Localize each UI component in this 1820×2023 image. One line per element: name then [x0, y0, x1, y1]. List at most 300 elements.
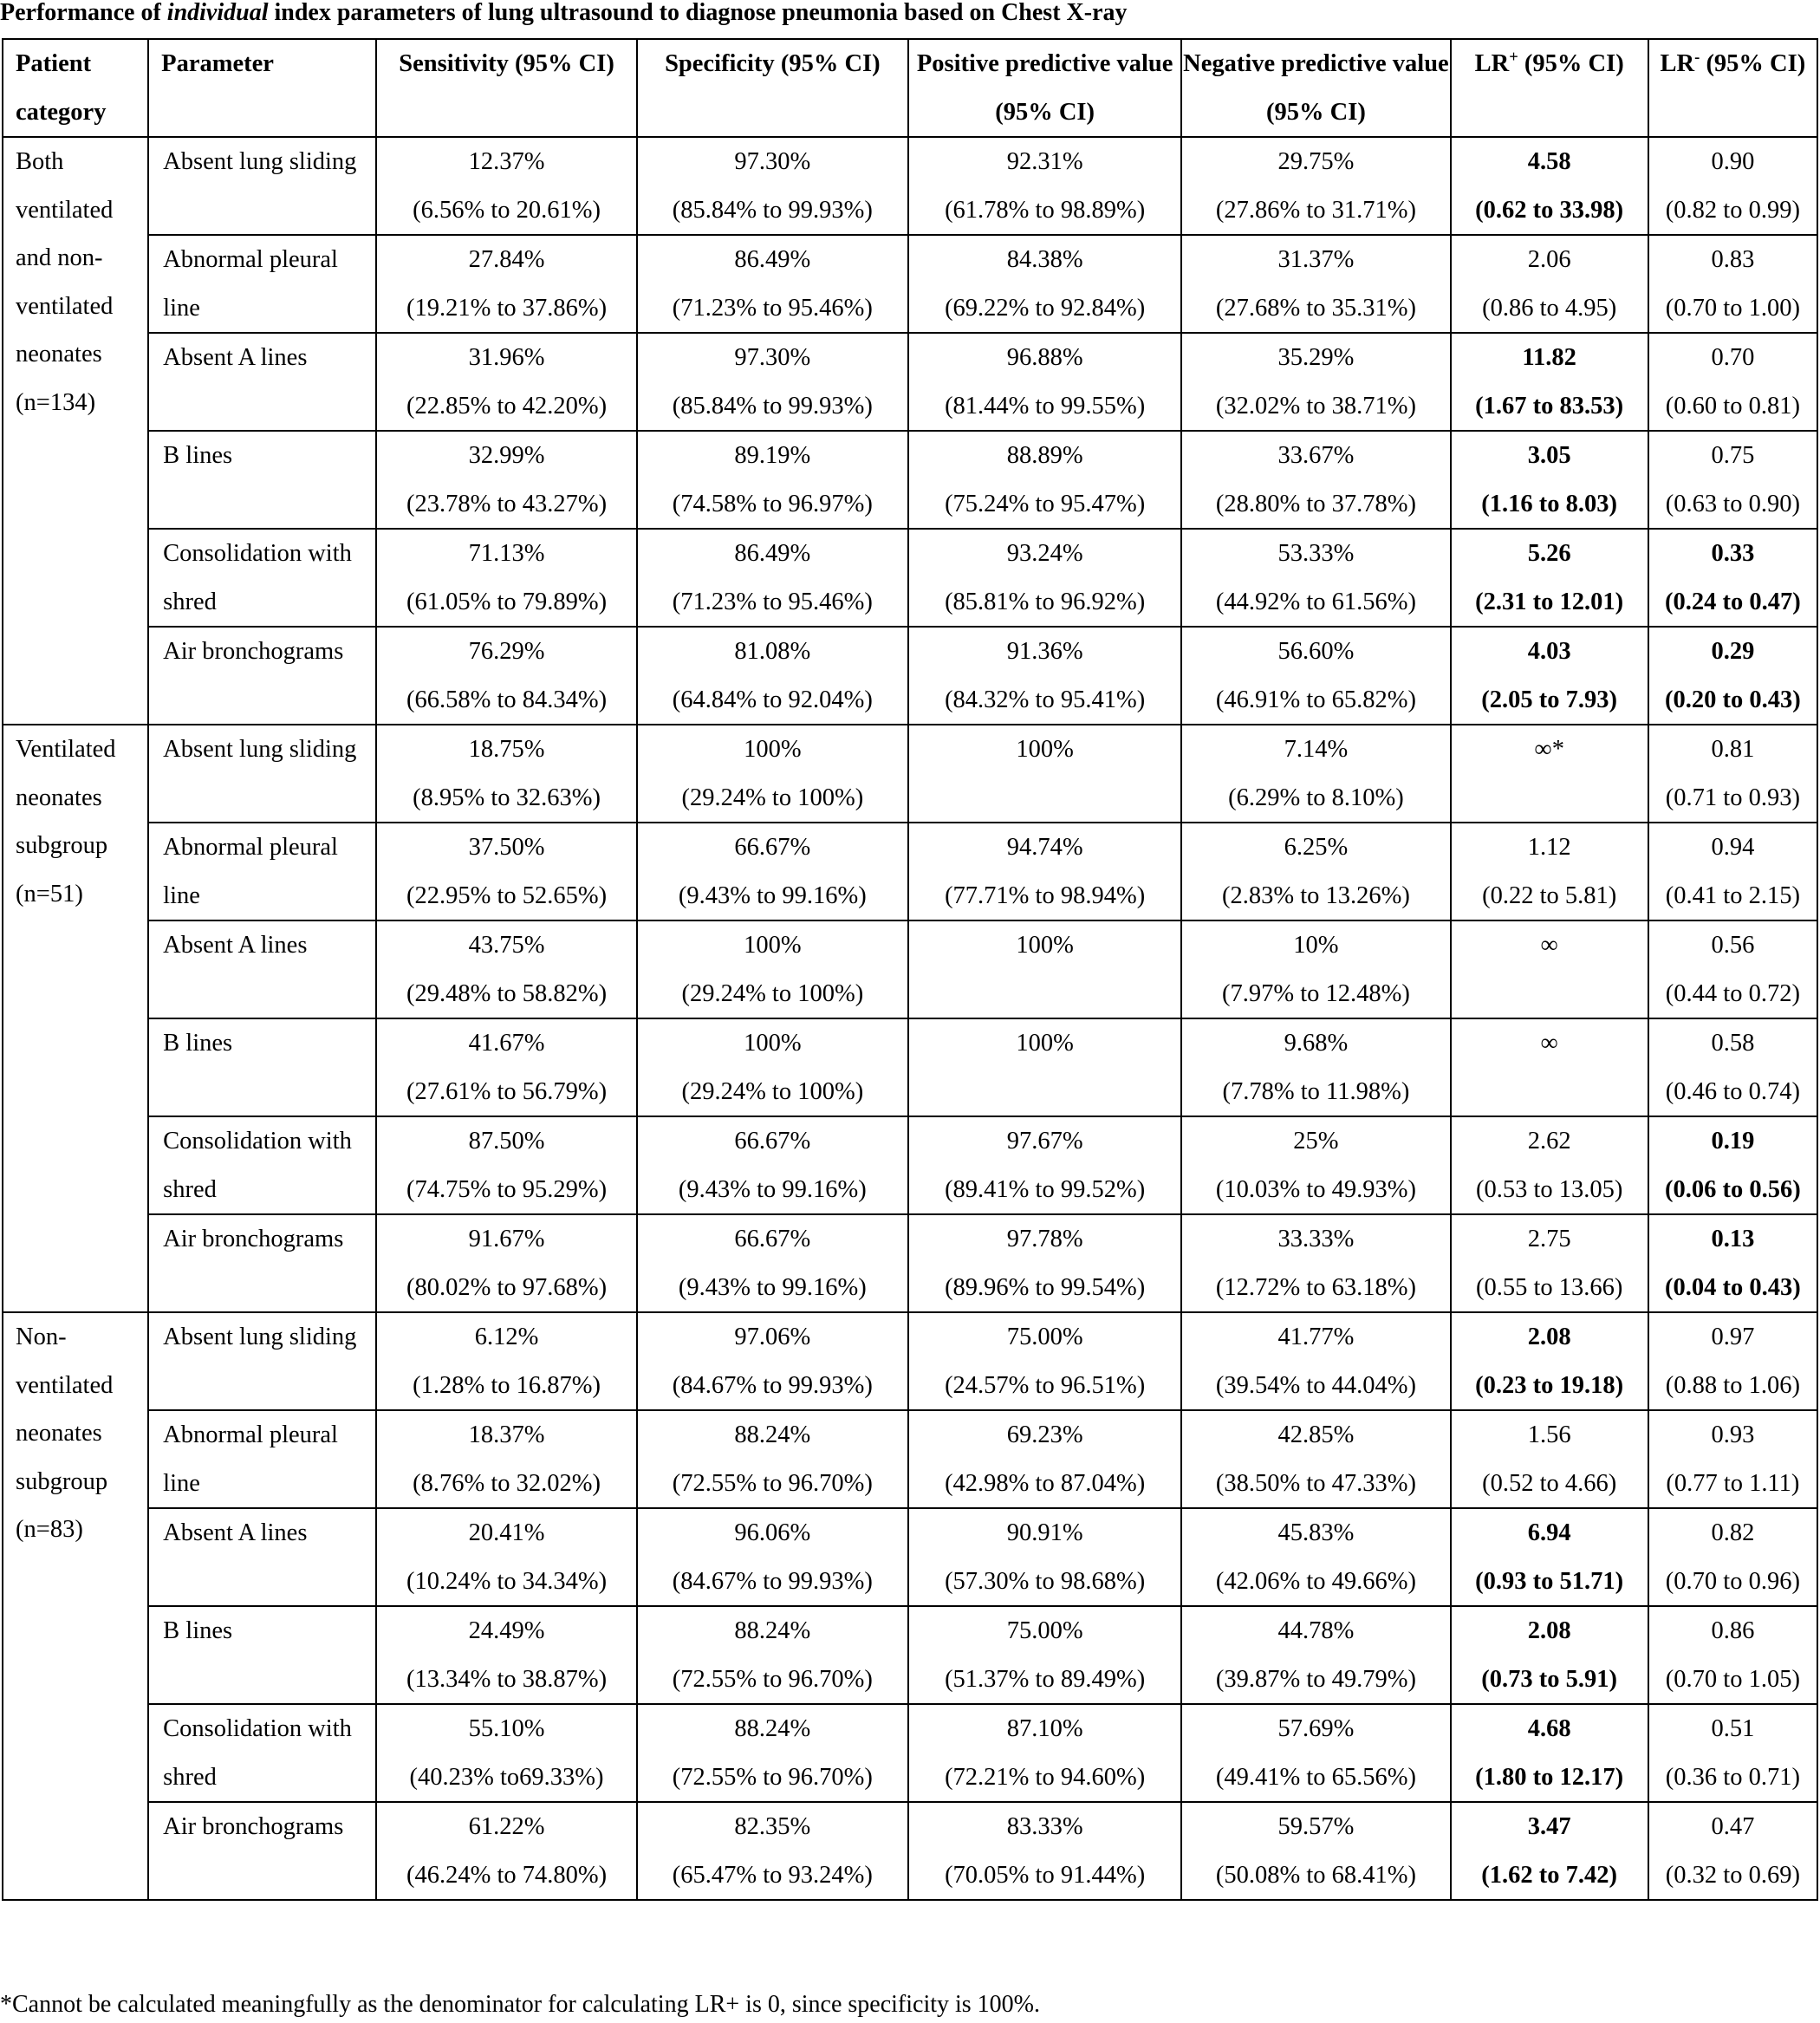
header-patient-category: Patient category	[3, 39, 148, 137]
header-lr-minus-base: LR	[1660, 50, 1695, 77]
table-row	[3, 823, 1817, 920]
ci-text: (75.24% to 95.47%)	[945, 490, 1146, 517]
ci-text: (72.55% to 96.70%)	[672, 1763, 873, 1791]
value-text: 0.97	[1711, 1324, 1755, 1350]
parameter-cell: Absent lung sliding	[148, 725, 376, 823]
npv-cell	[1181, 1508, 1450, 1606]
lr-plus-cell	[1451, 333, 1648, 431]
value-text: 18.75%	[468, 736, 545, 763]
value-text: 33.67%	[1277, 442, 1355, 469]
sensitivity-cell	[376, 137, 636, 235]
lr-plus-cell	[1451, 1214, 1648, 1312]
value-text: 83.33%	[1006, 1813, 1083, 1840]
ppv-cell	[908, 920, 1181, 1018]
patient-category-cell: Both ventilated and non-ventilated neonates (n=134)	[3, 137, 148, 725]
value-text: 0.94	[1711, 834, 1755, 861]
ci-text: (22.85% to 42.20%)	[406, 392, 608, 420]
npv-cell	[1181, 1606, 1450, 1704]
value-text: 88.24%	[734, 1715, 811, 1742]
table-row	[3, 1704, 1817, 1802]
value-text: 100%	[1016, 932, 1074, 959]
npv-cell	[1181, 627, 1450, 725]
ci-text: (32.02% to 38.71%)	[1215, 392, 1416, 420]
value-text: 31.96%	[468, 344, 545, 371]
value-text: 88.89%	[1006, 442, 1083, 469]
ci-text: (72.55% to 96.70%)	[672, 1469, 873, 1497]
npv-cell	[1181, 920, 1450, 1018]
ci-text: (6.29% to 8.10%)	[1228, 784, 1404, 811]
value-text: 55.10%	[468, 1715, 545, 1742]
ci-text: (0.53 to 13.05)	[1475, 1175, 1623, 1203]
lr-minus-cell	[1648, 1214, 1817, 1312]
value-text: 18.37%	[468, 1421, 545, 1448]
parameter-cell: Air bronchograms	[148, 1802, 376, 1900]
title-italic: individual	[166, 0, 269, 26]
lr-minus-cell	[1648, 1410, 1817, 1508]
value-text: 97.30%	[734, 344, 811, 371]
table-title	[0, 0, 1820, 35]
value-text: 86.49%	[734, 246, 811, 273]
header-lr-minus	[1648, 39, 1817, 137]
parameter-cell: B lines	[148, 431, 376, 529]
ci-text: (74.75% to 95.29%)	[406, 1175, 608, 1203]
value-text: 0.51	[1711, 1715, 1755, 1742]
ci-text: (0.55 to 13.66)	[1475, 1273, 1623, 1301]
value-text: 6.25%	[1284, 834, 1349, 861]
value-text: 27.84%	[468, 246, 545, 273]
lr-plus-cell	[1451, 920, 1648, 1018]
ci-text: (66.58% to 84.34%)	[406, 686, 608, 713]
lr-minus-cell	[1648, 1312, 1817, 1410]
lr-plus-cell	[1451, 1606, 1648, 1704]
ci-text: (65.47% to 93.24%)	[672, 1861, 873, 1889]
value-text: 0.13	[1711, 1226, 1755, 1252]
ci-text: (80.02% to 97.68%)	[406, 1273, 608, 1301]
ci-text: (1.67 to 83.53)	[1475, 392, 1624, 420]
npv-cell	[1181, 235, 1450, 333]
ci-text: (0.77 to 1.11)	[1666, 1469, 1800, 1497]
specificity-cell	[637, 823, 908, 920]
value-text: 1.56	[1527, 1421, 1571, 1448]
table-row	[3, 137, 1817, 235]
ci-text: (64.84% to 92.04%)	[672, 686, 873, 713]
value-text: 29.75%	[1277, 148, 1355, 175]
header-lr-plus-ci: (95% CI)	[1518, 50, 1624, 77]
value-text: 33.33%	[1277, 1226, 1355, 1252]
value-text: 75.00%	[1006, 1617, 1083, 1644]
value-text: 100%	[1016, 736, 1074, 763]
ci-text: (0.70 to 1.05)	[1665, 1665, 1800, 1693]
sensitivity-cell	[376, 1312, 636, 1410]
value-text: 6.12%	[474, 1324, 539, 1350]
specificity-cell	[637, 1802, 908, 1900]
value-text: 71.13%	[468, 540, 545, 567]
ci-text: (81.44% to 99.55%)	[945, 392, 1146, 420]
table-row	[3, 725, 1817, 823]
npv-cell	[1181, 1018, 1450, 1116]
value-text: 88.24%	[734, 1617, 811, 1644]
ci-text: (0.73 to 5.91)	[1481, 1665, 1618, 1693]
lr-plus-cell	[1451, 137, 1648, 235]
npv-cell	[1181, 1214, 1450, 1312]
header-lr-minus-ci: (95% CI)	[1700, 50, 1806, 77]
ppv-cell	[908, 1802, 1181, 1900]
ci-text: (13.34% to 38.87%)	[406, 1665, 608, 1693]
lr-minus-cell	[1648, 235, 1817, 333]
npv-cell	[1181, 333, 1450, 431]
header-ppv: Positive predictive value (95% CI)	[908, 39, 1181, 137]
value-text: 84.38%	[1006, 246, 1083, 273]
lr-minus-cell	[1648, 1116, 1817, 1214]
npv-cell	[1181, 431, 1450, 529]
specificity-cell	[637, 725, 908, 823]
ci-text: (0.70 to 1.00)	[1665, 294, 1800, 322]
value-text: 2.62	[1527, 1128, 1571, 1155]
table-row	[3, 627, 1817, 725]
lr-minus-cell	[1648, 1018, 1817, 1116]
ci-text: (0.82 to 0.99)	[1665, 196, 1800, 224]
value-text: ∞	[1540, 932, 1558, 959]
table-row	[3, 1802, 1817, 1900]
header-parameter: Parameter	[148, 39, 376, 137]
value-text: 11.82	[1522, 344, 1576, 371]
value-text: 45.83%	[1277, 1519, 1355, 1546]
value-text: 10%	[1293, 932, 1339, 959]
table-row	[3, 1312, 1817, 1410]
specificity-cell	[637, 1704, 908, 1802]
npv-cell	[1181, 529, 1450, 627]
ci-text: (0.04 to 0.43)	[1665, 1273, 1801, 1301]
table-row	[3, 1410, 1817, 1508]
value-text: 86.49%	[734, 540, 811, 567]
ci-text: (89.96% to 99.54%)	[945, 1273, 1146, 1301]
value-text: 0.82	[1711, 1519, 1755, 1546]
ci-text: (74.58% to 96.97%)	[672, 490, 873, 517]
value-text: 24.49%	[468, 1617, 545, 1644]
table-row	[3, 1116, 1817, 1214]
specificity-cell	[637, 235, 908, 333]
lr-minus-cell	[1648, 627, 1817, 725]
value-text: 43.75%	[468, 932, 545, 959]
value-text: 3.47	[1527, 1813, 1571, 1840]
parameter-cell: Absent A lines	[148, 333, 376, 431]
sensitivity-cell	[376, 1802, 636, 1900]
patient-category-cell: Non-ventilated neonates subgroup (n=83)	[3, 1312, 148, 1900]
npv-cell	[1181, 1410, 1450, 1508]
value-text: 9.68%	[1284, 1030, 1349, 1057]
sensitivity-cell	[376, 1704, 636, 1802]
ci-text: (0.70 to 0.96)	[1665, 1567, 1800, 1595]
ppv-cell	[908, 1018, 1181, 1116]
ci-text: (71.23% to 95.46%)	[672, 588, 873, 615]
ci-text: (8.76% to 32.02%)	[413, 1469, 601, 1497]
npv-cell	[1181, 1704, 1450, 1802]
npv-cell	[1181, 137, 1450, 235]
value-text: 7.14%	[1284, 736, 1349, 763]
sensitivity-cell	[376, 1410, 636, 1508]
value-text: 6.94	[1527, 1519, 1571, 1546]
npv-cell	[1181, 1116, 1450, 1214]
ci-text: (29.24% to 100%)	[681, 979, 864, 1007]
header-row	[3, 39, 1817, 137]
value-text: 97.67%	[1006, 1128, 1083, 1155]
ci-text: (24.57% to 96.51%)	[945, 1371, 1146, 1399]
value-text: 100%	[744, 736, 802, 763]
ci-text: (0.46 to 0.74)	[1665, 1077, 1800, 1105]
ci-text: (0.23 to 19.18)	[1475, 1371, 1624, 1399]
value-text: 25%	[1293, 1128, 1339, 1155]
value-text: 4.68	[1527, 1715, 1571, 1742]
ci-text: (39.54% to 44.04%)	[1215, 1371, 1416, 1399]
ppv-cell	[908, 1606, 1181, 1704]
value-text: 61.22%	[468, 1813, 545, 1840]
value-text: 96.88%	[1006, 344, 1083, 371]
ci-text: (1.80 to 12.17)	[1475, 1763, 1624, 1791]
table-row	[3, 333, 1817, 431]
value-text: 42.85%	[1277, 1421, 1355, 1448]
sensitivity-cell	[376, 725, 636, 823]
table-body	[3, 137, 1817, 1900]
ci-text: (0.52 to 4.66)	[1482, 1469, 1617, 1497]
ci-text: (84.32% to 95.41%)	[945, 686, 1146, 713]
sensitivity-cell	[376, 235, 636, 333]
table-row	[3, 529, 1817, 627]
specificity-cell	[637, 920, 908, 1018]
lr-plus-cell	[1451, 1410, 1648, 1508]
footnote: *Cannot be calculated meaningfully as the denominator for calculating LR+ is 0, since specificity is 100%.	[0, 1991, 1041, 2018]
table-row	[3, 1508, 1817, 1606]
lr-minus-cell	[1648, 137, 1817, 235]
value-text: 0.56	[1711, 932, 1755, 959]
ppv-cell	[908, 235, 1181, 333]
value-text: 92.31%	[1006, 148, 1083, 175]
ppv-cell	[908, 1116, 1181, 1214]
value-text: 81.08%	[734, 638, 811, 665]
specificity-cell	[637, 431, 908, 529]
lr-plus-cell	[1451, 431, 1648, 529]
lr-plus-cell	[1451, 1704, 1648, 1802]
value-text: 0.86	[1711, 1617, 1755, 1644]
value-text: 57.69%	[1277, 1715, 1355, 1742]
parameter-cell: Absent A lines	[148, 920, 376, 1018]
value-text: 1.12	[1527, 834, 1571, 861]
sensitivity-cell	[376, 333, 636, 431]
ppv-cell	[908, 529, 1181, 627]
ci-text: (1.28% to 16.87%)	[413, 1371, 601, 1399]
ci-text: (77.71% to 98.94%)	[945, 881, 1146, 909]
parameter-cell: Consolidation with shred	[148, 529, 376, 627]
value-text: 0.29	[1711, 638, 1755, 665]
table-row	[3, 920, 1817, 1018]
results-table	[2, 38, 1818, 1901]
ci-text: (22.95% to 52.65%)	[406, 881, 608, 909]
value-text: 0.90	[1711, 148, 1755, 175]
value-text: 90.91%	[1006, 1519, 1083, 1546]
value-text: ∞*	[1534, 736, 1564, 763]
header-lr-plus-sup: +	[1509, 48, 1518, 67]
value-text: 12.37%	[468, 148, 545, 175]
lr-plus-cell	[1451, 823, 1648, 920]
specificity-cell	[637, 529, 908, 627]
value-text: 0.58	[1711, 1030, 1755, 1057]
value-text: 96.06%	[734, 1519, 811, 1546]
ci-text: (49.41% to 65.56%)	[1215, 1763, 1416, 1791]
npv-cell	[1181, 1802, 1450, 1900]
ppv-cell	[908, 1410, 1181, 1508]
value-text: 0.81	[1711, 736, 1755, 763]
sensitivity-cell	[376, 1116, 636, 1214]
lr-minus-cell	[1648, 529, 1817, 627]
sensitivity-cell	[376, 431, 636, 529]
patient-category-cell: Ventilated neonates subgroup (n=51)	[3, 725, 148, 1312]
parameter-cell: Absent lung sliding	[148, 137, 376, 235]
ci-text: (7.97% to 12.48%)	[1221, 979, 1410, 1007]
value-text: 94.74%	[1006, 834, 1083, 861]
sensitivity-cell	[376, 1214, 636, 1312]
value-text: 31.37%	[1277, 246, 1355, 273]
ci-text: (9.43% to 99.16%)	[678, 881, 867, 909]
header-sensitivity: Sensitivity (95% CI)	[376, 39, 636, 137]
lr-minus-cell	[1648, 1606, 1817, 1704]
lr-plus-cell	[1451, 627, 1648, 725]
table-row	[3, 1018, 1817, 1116]
value-text: 41.67%	[468, 1030, 545, 1057]
ci-text: (12.72% to 63.18%)	[1215, 1273, 1416, 1301]
value-text: 3.05	[1527, 442, 1571, 469]
value-text: 35.29%	[1277, 344, 1355, 371]
ci-text: (0.36 to 0.71)	[1665, 1763, 1800, 1791]
ppv-cell	[908, 431, 1181, 529]
ci-text: (57.30% to 98.68%)	[945, 1567, 1146, 1595]
value-text: 91.36%	[1006, 638, 1083, 665]
ppv-cell	[908, 627, 1181, 725]
value-text: 2.08	[1527, 1324, 1571, 1350]
sensitivity-cell	[376, 627, 636, 725]
ci-text: (9.43% to 99.16%)	[678, 1175, 867, 1203]
ci-text: (40.23% to69.33%)	[409, 1763, 604, 1791]
parameter-cell: Consolidation with shred	[148, 1116, 376, 1214]
parameter-cell: B lines	[148, 1606, 376, 1704]
lr-minus-cell	[1648, 725, 1817, 823]
value-text: 4.03	[1527, 638, 1571, 665]
specificity-cell	[637, 1214, 908, 1312]
table-row	[3, 235, 1817, 333]
parameter-cell: Air bronchograms	[148, 627, 376, 725]
parameter-cell: Abnormal pleural line	[148, 1410, 376, 1508]
npv-cell	[1181, 823, 1450, 920]
value-text: 0.70	[1711, 344, 1755, 371]
ci-text: (0.71 to 0.93)	[1665, 784, 1800, 811]
parameter-cell: Consolidation with shred	[148, 1704, 376, 1802]
ci-text: (0.24 to 0.47)	[1665, 588, 1801, 615]
specificity-cell	[637, 1018, 908, 1116]
ci-text: (85.84% to 99.93%)	[672, 196, 873, 224]
value-text: 53.33%	[1277, 540, 1355, 567]
ci-text: (46.24% to 74.80%)	[406, 1861, 608, 1889]
lr-minus-cell	[1648, 431, 1817, 529]
ci-text: (70.05% to 91.44%)	[945, 1861, 1146, 1889]
ci-text: (0.63 to 0.90)	[1665, 490, 1800, 517]
value-text: 87.50%	[468, 1128, 545, 1155]
ci-text: (0.62 to 33.98)	[1475, 196, 1624, 224]
ci-text: (0.88 to 1.06)	[1665, 1371, 1800, 1399]
value-text: 5.26	[1527, 540, 1571, 567]
value-text: 91.67%	[468, 1226, 545, 1252]
value-text: 82.35%	[734, 1813, 811, 1840]
ci-text: (0.86 to 4.95)	[1482, 294, 1617, 322]
lr-plus-cell	[1451, 1018, 1648, 1116]
value-text: 66.67%	[734, 834, 811, 861]
value-text: 69.23%	[1006, 1421, 1083, 1448]
table-row	[3, 431, 1817, 529]
specificity-cell	[637, 333, 908, 431]
lr-minus-cell	[1648, 1508, 1817, 1606]
npv-cell	[1181, 725, 1450, 823]
parameter-cell: Abnormal pleural line	[148, 235, 376, 333]
value-text: 66.67%	[734, 1226, 811, 1252]
value-text: 97.30%	[734, 148, 811, 175]
ci-text: (1.62 to 7.42)	[1481, 1861, 1618, 1889]
ci-text: (85.81% to 96.92%)	[945, 588, 1146, 615]
value-text: 0.93	[1711, 1421, 1755, 1448]
ci-text: (28.80% to 37.78%)	[1215, 490, 1416, 517]
value-text: 41.77%	[1277, 1324, 1355, 1350]
ppv-cell	[908, 333, 1181, 431]
ci-text: (7.78% to 11.98%)	[1222, 1077, 1410, 1105]
ci-text: (0.32 to 0.69)	[1665, 1861, 1800, 1889]
ci-text: (9.43% to 99.16%)	[678, 1273, 867, 1301]
table-row	[3, 1606, 1817, 1704]
lr-minus-cell	[1648, 823, 1817, 920]
parameter-cell: Absent A lines	[148, 1508, 376, 1606]
value-text: 66.67%	[734, 1128, 811, 1155]
specificity-cell	[637, 1410, 908, 1508]
specificity-cell	[637, 627, 908, 725]
ppv-cell	[908, 725, 1181, 823]
value-text: 2.06	[1527, 246, 1571, 273]
lr-plus-cell	[1451, 1116, 1648, 1214]
ci-text: (46.91% to 65.82%)	[1215, 686, 1416, 713]
lr-plus-cell	[1451, 1312, 1648, 1410]
ci-text: (2.05 to 7.93)	[1481, 686, 1618, 713]
lr-minus-cell	[1648, 1704, 1817, 1802]
value-text: 37.50%	[468, 834, 545, 861]
ci-text: (2.83% to 13.26%)	[1221, 881, 1410, 909]
ci-text: (0.41 to 2.15)	[1665, 881, 1800, 909]
ci-text: (23.78% to 43.27%)	[406, 490, 608, 517]
value-text: 97.78%	[1006, 1226, 1083, 1252]
specificity-cell	[637, 1116, 908, 1214]
ci-text: (39.87% to 49.79%)	[1215, 1665, 1416, 1693]
lr-minus-cell	[1648, 920, 1817, 1018]
ci-text: (42.06% to 49.66%)	[1215, 1567, 1416, 1595]
title-text: Performance of	[0, 0, 167, 26]
table-row	[3, 1214, 1817, 1312]
value-text: 56.60%	[1277, 638, 1355, 665]
specificity-cell	[637, 1606, 908, 1704]
value-text: 44.78%	[1277, 1617, 1355, 1644]
parameter-cell: Air bronchograms	[148, 1214, 376, 1312]
header-lr-plus-base: LR	[1474, 50, 1510, 77]
value-text: 76.29%	[468, 638, 545, 665]
value-text: 4.58	[1527, 148, 1571, 175]
value-text: 97.06%	[734, 1324, 811, 1350]
ci-text: (72.55% to 96.70%)	[672, 1665, 873, 1693]
value-text: 2.08	[1527, 1617, 1571, 1644]
ppv-cell	[908, 1312, 1181, 1410]
header-lr-minus-sup: -	[1694, 48, 1700, 67]
ci-text: (61.78% to 98.89%)	[945, 196, 1146, 224]
